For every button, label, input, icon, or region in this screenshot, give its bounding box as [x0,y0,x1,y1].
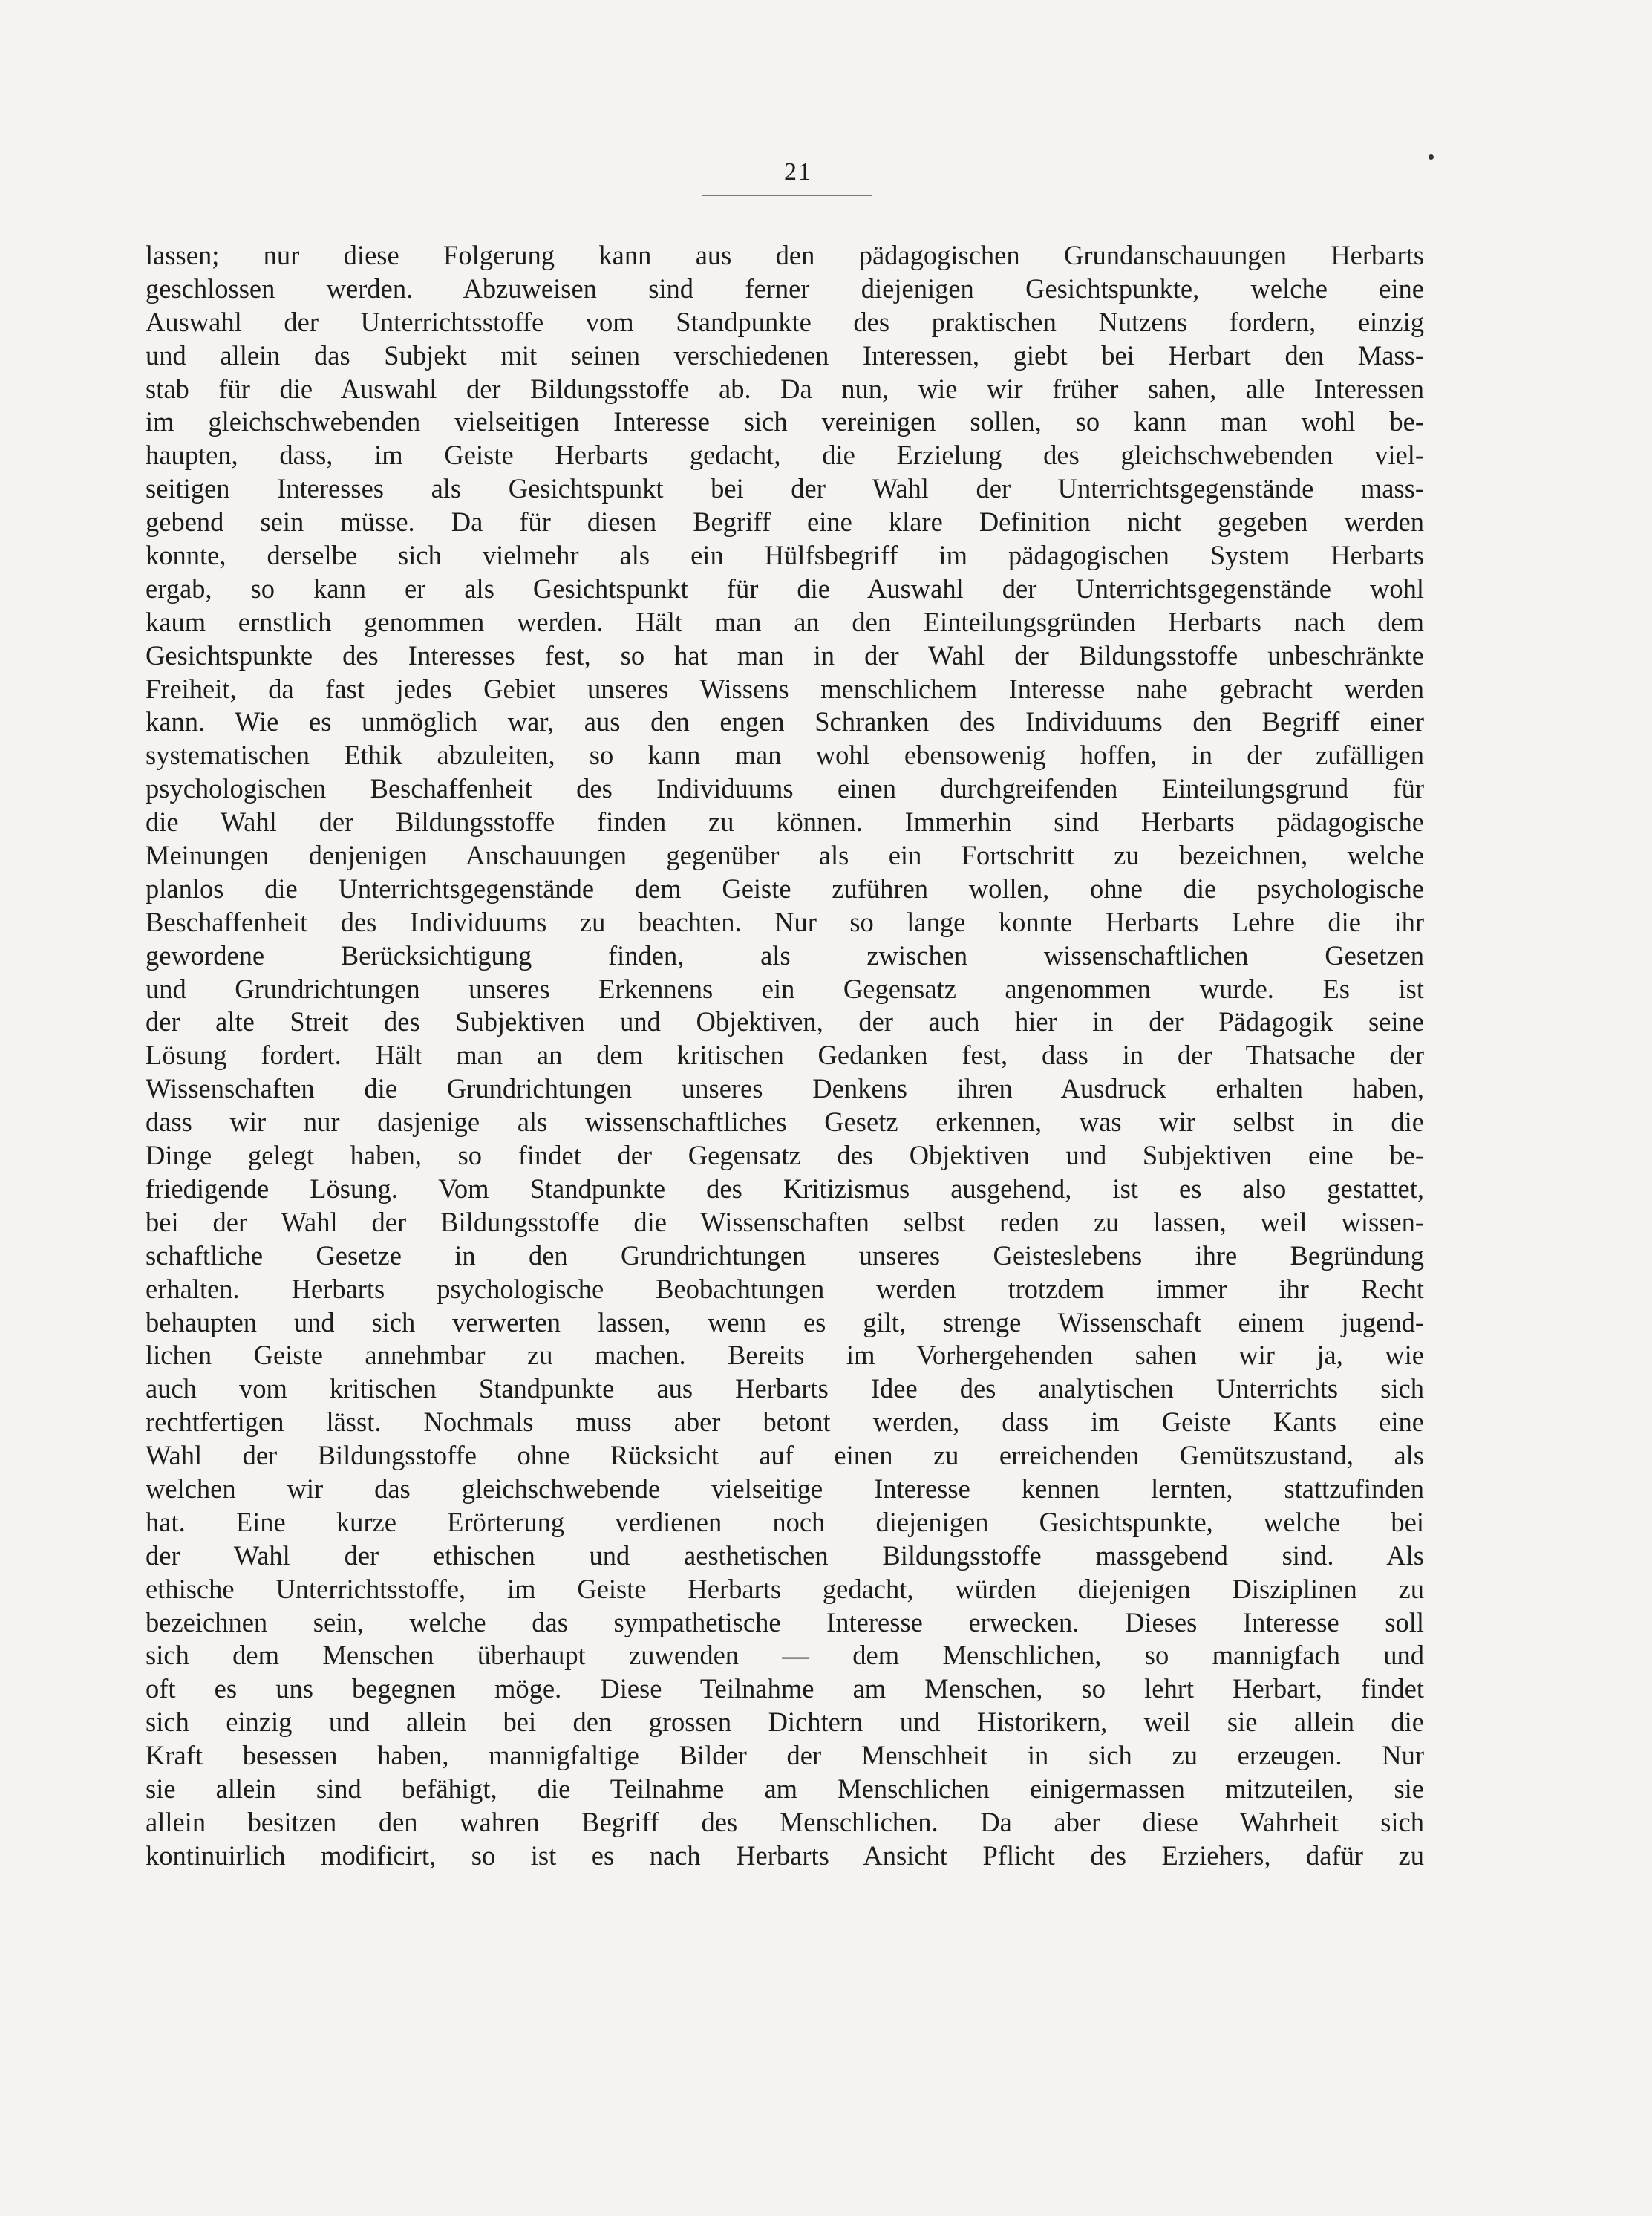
text-line: allein besitzen den wahren Begriff des Menschlichen. Da aber diese Wahrheit sich [146,1806,1424,1837]
text-line: psychologischen Beschaffenheit des Individuums einen durchgreifenden Einteilungsgrund für [146,773,1424,804]
text-line: gewordene Berücksichtigung finden, als zwischen wissenschaftlichen Gesetzen [146,939,1424,971]
text-line: Dinge gelegt haben, so findet der Gegensatz des Objektiven und Subjektiven eine be- [146,1140,1424,1171]
text-line: kann. Wie es unmöglich war, aus den engen Schranken des Individuums den Begriff einer [146,706,1424,737]
text-line: planlos die Unterrichtsgegenstände dem Geiste zuführen wollen, ohne die psychologische [146,873,1424,904]
text-line: Auswahl der Unterrichtsstoffe vom Standpunkte des praktischen Nutzens fordern, einzig [146,306,1424,337]
text-line: sie allein sind befähigt, die Teilnahme am Menschlichen einigermassen mitzuteilen, sie [146,1773,1424,1804]
text-line: bei der Wahl der Bildungsstoffe die Wissenschaften selbst reden zu lassen, weil wissen- [146,1206,1424,1237]
text-line: der Wahl der ethischen und aesthetischen Bildungsstoffe massgebend sind. Als [146,1539,1424,1571]
text-line: stab für die Auswahl der Bildungsstoffe ab. Da nun, wie wir früher sahen, alle Interessen [146,373,1424,404]
text-line: ethische Unterrichtsstoffe, im Geiste Herbarts gedacht, würden diejenigen Disziplinen zu [146,1573,1424,1604]
text-line: ergab, so kann er als Gesichtspunkt für die Auswahl der Unterrichtsgegenstände wohl [146,573,1424,604]
text-line: schaftliche Gesetze in den Grundrichtungen unseres Geisteslebens ihre Begründung [146,1239,1424,1271]
text-line: rechtfertigen lässt. Nochmals muss aber betont werden, dass im Geiste Kants eine [146,1407,1424,1438]
text-line: Lösung fordert. Hält man an dem kritischen Gedanken fest, dass in der Thatsache der [146,1040,1424,1071]
text-line: Beschaffenheit des Individuums zu beachten. Nur so lange konnte Herbarts Lehre die ihr [146,906,1424,937]
text-line: dass wir nur dasjenige als wissenschaftliches Gesetz erkennen, was wir selbst in die [146,1107,1424,1138]
text-line: hat. Eine kurze Erörterung verdienen noch diejenigen Gesichtspunkte, welche bei [146,1506,1424,1537]
page-number: 21 [784,158,812,186]
print-speck [1429,154,1434,160]
text-line: kaum ernstlich genommen werden. Hält man an den Einteilungsgründen Herbarts nach dem [146,606,1424,637]
text-line: haupten, dass, im Geiste Herbarts gedacht, die Erzielung des gleichschwebenden viel- [146,440,1424,471]
body-text [146,239,1424,1873]
text-line: welchen wir das gleichschwebende vielseitige Interesse kennen lernten, stattzufinden [146,1473,1424,1504]
text-line: behaupten und sich verwerten lassen, wenn es gilt, strenge Wissenschaft einem jugend- [146,1306,1424,1337]
text-line: friedigende Lösung. Vom Standpunkte des Kritizismus ausgehend, ist es also gestattet, [146,1173,1424,1204]
text-line: lassen; nur diese Folgerung kann aus den pädagogischen Grundanschauungen Herbarts [146,240,1424,270]
text-line: Kraft besessen haben, mannigfaltige Bilder der Menschheit in sich zu erzeugen. Nur [146,1740,1424,1771]
text-line: sich einzig und allein bei den grossen Dichtern und Historikern, weil sie allein die [146,1707,1424,1738]
text-line: Wahl der Bildungsstoffe ohne Rücksicht auf einen zu erreichenden Gemütszustand, als [146,1440,1424,1471]
text-line: Wissenschaften die Grundrichtungen unseres Denkens ihren Ausdruck erhalten haben, [146,1073,1424,1104]
text-line: kontinuirlich modificirt, so ist es nach Herbarts Ansicht Pflicht des Erziehers, dafür zu [146,1839,1424,1871]
text-line: konnte, derselbe sich vielmehr als ein Hülfsbegriff im pädagogischen System Herbarts [146,540,1424,571]
text-line: geschlossen werden. Abzuweisen sind ferner diejenigen Gesichtspunkte, welche eine [146,273,1424,304]
text-line: oft es uns begegnen möge. Diese Teilnahme am Menschen, so lehrt Herbart, findet [146,1673,1424,1704]
text-line: erhalten. Herbarts psychologische Beobachtungen werden trotzdem immer ihr Recht [146,1273,1424,1304]
text-line: Meinungen denjenigen Anschauungen gegenüber als ein Fortschritt zu bezeichnen, welche [146,840,1424,871]
text-line: Gesichtspunkte des Interesses fest, so hat man in der Wahl der Bildungsstoffe unbeschränkte [146,639,1424,671]
text-line: Freiheit, da fast jedes Gebiet unseres Wissens menschlichem Interesse nahe gebracht werden [146,673,1424,704]
text-line: die Wahl der Bildungsstoffe finden zu können. Immerhin sind Herbarts pädagogische [146,806,1424,838]
text-line: sich dem Menschen überhaupt zuwenden — dem Menschlichen, so mannigfach und [146,1640,1424,1671]
text-line: auch vom kritischen Standpunkte aus Herbarts Idee des analytischen Unterrichts sich [146,1373,1424,1404]
text-line: und allein das Subjekt mit seinen verschiedenen Interessen, giebt bei Herbart den Mass- [146,339,1424,371]
text-line: gebend sein müsse. Da für diesen Begriff eine klare Definition nicht gegeben werden [146,506,1424,538]
text-line: und Grundrichtungen unseres Erkennens ein Gegensatz angenommen wurde. Es ist [146,973,1424,1004]
text-line: lichen Geiste annehmbar zu machen. Bereits im Vorhergehenden sahen wir ja, wie [146,1340,1424,1371]
page-number-rule [702,195,872,196]
text-line: systematischen Ethik abzuleiten, so kann man wohl ebensowenig hoffen, in der zufälligen [146,740,1424,771]
text-line: seitigen Interesses als Gesichtspunkt bei der Wahl der Unterrichtsgegenstände mass- [146,473,1424,504]
text-line: im gleichschwebenden vielseitigen Interesse sich vereinigen sollen, so kann man wohl be- [146,406,1424,437]
text-line: der alte Streit des Subjektiven und Objektiven, der auch hier in der Pädagogik seine [146,1006,1424,1037]
text-line: bezeichnen sein, welche das sympathetische Interesse erwecken. Dieses Interesse soll [146,1606,1424,1637]
